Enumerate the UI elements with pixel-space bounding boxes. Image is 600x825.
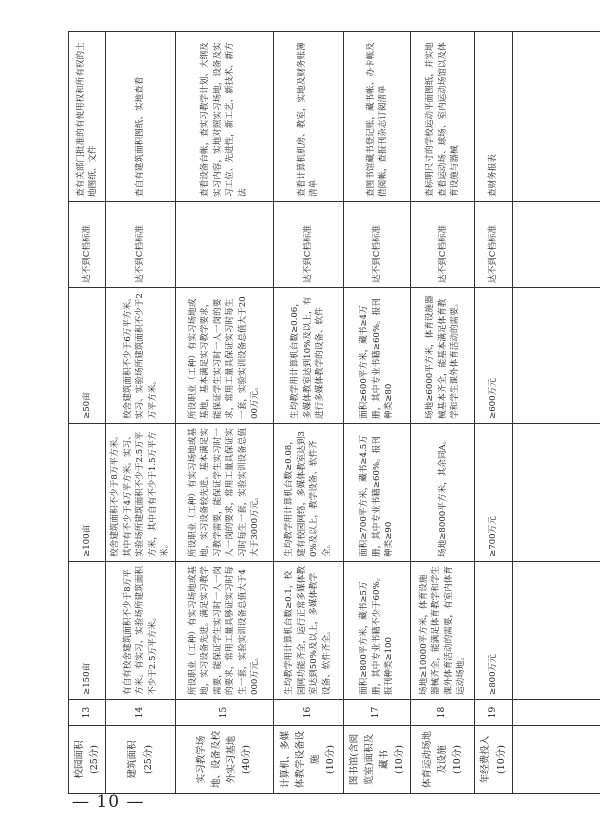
criteria-a: 生均教学用计算机台数≥0.1，校园网功能齐全，运行正常多媒体教室达到50%及以上，多媒体教学设备、软件齐全。 [273, 562, 343, 700]
criteria-b: 校舍建筑面积不少于8万平方米。其中有不少于4万平方米。实习、实验场所建筑面积不少于2.5万平方米，其中自有不少于1.5万平方米。 [106, 424, 175, 562]
criteria-c: ≥600万元 [475, 288, 512, 424]
check-method: 查有关部门批准的有使用权和所有权的土地图纸、文件 [69, 32, 106, 202]
item-name-training-facilities: 实习教学场地、设备及校外实习基地 (40分) [175, 726, 273, 794]
criteria-d: 达不到C档标准 [273, 202, 343, 288]
table-row-17 [343, 32, 411, 794]
item-name-building-area: 建筑面积 (25分) [106, 726, 175, 794]
criteria-c: 面积≥600平方米，藏书≥4万册，其中专业书籍≥60%。报刊种类≥80 [343, 288, 411, 424]
check-method: 查看计算机机房、教室，实地及财务账簿清单 [273, 32, 343, 202]
criteria-d: 达不到C档标准 [106, 202, 175, 288]
criteria-a: 场地≥10000平方米，体育设施器械齐全，能满足体育教学和学生课外体育活动的需要，有室内体育运动场地。 [411, 562, 475, 700]
criteria-d [175, 202, 273, 288]
check-method: 查标明尺寸的学校运动平面图纸，并实地查看运动场、球场、室内运动场馆以及体育设施与器械 [411, 32, 475, 202]
criteria-b: 场地≥8000平方米，其余同A。 [411, 424, 475, 562]
criteria-a: 面积≥800平方米，藏书≥5万册，其中专业书籍不少于60%。报刊种类≥100 [343, 562, 411, 700]
criteria-d: 达不到C档标准 [411, 202, 475, 288]
criteria-a: 所设职业（工种）有实习场地或基地，实习设备先进。满足实习教学需要，能保证学生实习时一人一岗的要求，常用工量具够证实习时每生一套，实验实训设备总值大于4000万元。 [175, 562, 273, 700]
criteria-d: 达不到C档标准 [343, 202, 411, 288]
check-method: 查财务报表 [475, 32, 512, 202]
criteria-d: 达不到C档标准 [475, 202, 512, 288]
criteria-c: 所设职业（工种）有实习场地或基地，基本满足实习教学要求，能保证学生实习时一人一岗的要求，常用工量具保证实习时每生一套，实验实训设备总值大于2000万元。 [175, 288, 273, 424]
table-row-13 [69, 32, 106, 794]
row-number: 13 [69, 700, 106, 726]
table-row-18 [411, 32, 475, 794]
criteria-a: 有自有校舍建筑面积不少于8万平方米。有实习、实验场所建筑面积不少于2.5万平方米。 [106, 562, 175, 700]
table-row-15 [175, 32, 273, 794]
criteria-b: ≥700万元 [475, 424, 512, 562]
row-number: 16 [273, 700, 343, 726]
criteria-c: ≥50亩 [69, 288, 106, 424]
criteria-b: ≥100亩 [69, 424, 106, 562]
table-row-blank [512, 32, 600, 794]
rotated-standards-table [68, 32, 565, 794]
item-name-sports: 体育运动场地及设施 (10分) [411, 726, 475, 794]
page-number: — 10 — [72, 792, 145, 812]
criteria-c: 生均教学用计算机台数≥0.06，多媒体教室达到10%及以上，有进行多媒体教学的设备、软件 [273, 288, 343, 424]
criteria-b: 所设职业（工种）有实习场地或基地，实习设备较先进。基本满足实习教学需要，能保证学生实习时一人一岗的要求，常用工量具保证实习时每生一套，实验实训设备总值大于3000万元。 [175, 424, 273, 562]
row-number: 15 [175, 700, 273, 726]
row-number: 18 [411, 700, 475, 726]
standards-table [68, 31, 600, 794]
check-method: 查自有建筑面积图纸、实地查看 [106, 32, 175, 202]
criteria-d: 达不到C档标准 [69, 202, 106, 288]
item-name-annual-funding: 年经费投入 (10分) [475, 726, 512, 794]
criteria-c: 场地≥6000平方米，体育设施器械基本齐全，能基本满足体育教学和学生课外体育活动的需要。 [411, 288, 475, 424]
item-name-campus-area: 校园面积 (25分) [69, 726, 106, 794]
item-name-computer-multimedia: 计算机、多媒体教学设备设施 (10分) [273, 726, 343, 794]
criteria-a: ≥800万元 [475, 562, 512, 700]
row-number: 14 [106, 700, 175, 726]
row-number: 19 [475, 700, 512, 726]
table-row-14 [106, 32, 175, 794]
table-row-19 [475, 32, 512, 794]
criteria-c: 校舍建筑面积不少于6万平方米。实习、实验场所建筑面积不少于2万平方米。 [106, 288, 175, 424]
check-method: 查看设备台帐，查实习教学计划、大纲及实习内容，实地对照实习场地，设备及实习工位、先进性，新工艺、新技术、新方法 [175, 32, 273, 202]
criteria-a: ≥150亩 [69, 562, 106, 700]
check-method: 查图书馆藏书登记账，藏书帐、办卡帐及借阅帐，查报刊杂志订阅清单 [343, 32, 411, 202]
criteria-b: 面积≥700平方米，藏书≥4.5万册，其中专业书籍≥60%。报刊种类≥90 [343, 424, 411, 562]
item-name-library: 图书馆(含阅览室)面积及藏书 (10分) [343, 726, 411, 794]
row-number: 17 [343, 700, 411, 726]
criteria-b: 生均教学用计算机台数≥0.08，建有校园网络，多媒体教室达到30%及以上，教学设备、软件齐全。 [273, 424, 343, 562]
table-row-16 [273, 32, 343, 794]
